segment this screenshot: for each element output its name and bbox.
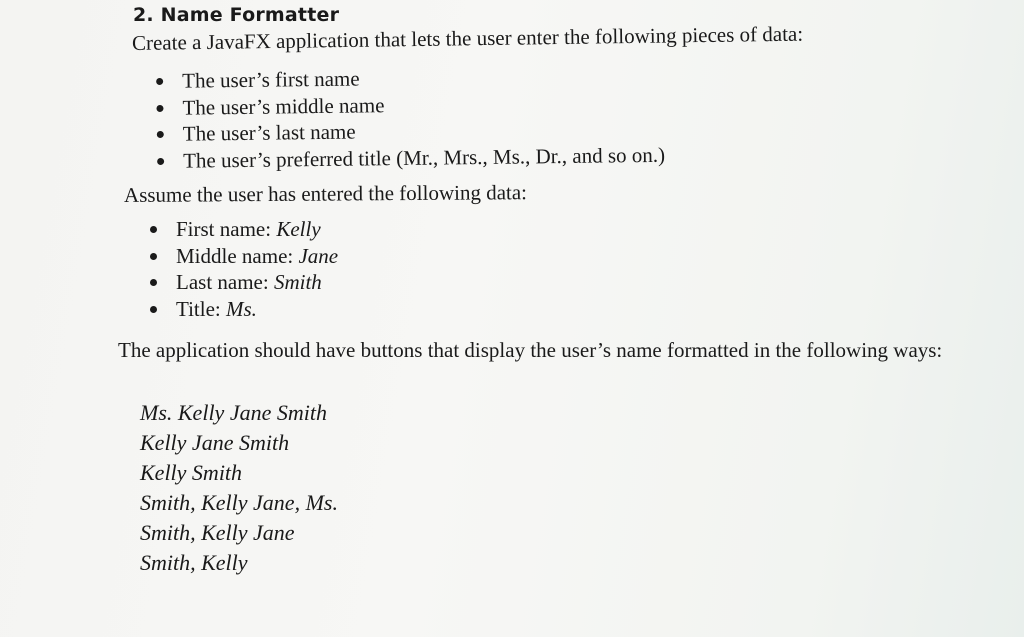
exercise-heading: 2. Name Formatter: [133, 4, 340, 26]
list-item: The user’s preferred title (Mr., Mrs., Ms., Dr., and so on.): [157, 141, 665, 174]
sample-data-list: [150, 216, 338, 322]
bullet-icon: [156, 104, 163, 111]
format-line: Smith, Kelly Jane, Ms.: [140, 490, 338, 515]
list-item: [150, 269, 338, 296]
name-formats-list: [140, 398, 338, 578]
format-line: Ms. Kelly Jane Smith: [140, 400, 327, 425]
bullet-icon: [150, 226, 157, 233]
format-line: Smith, Kelly: [140, 550, 248, 575]
input-fields-list: [156, 62, 665, 174]
bullet-icon: [157, 131, 164, 138]
list-item: The user’s middle name: [156, 88, 664, 121]
data-label: Last name:: [176, 270, 274, 294]
data-value: Kelly: [276, 217, 321, 241]
bullet-icon: [157, 157, 164, 164]
data-label: Title:: [176, 296, 226, 321]
format-line: Kelly Smith: [140, 460, 243, 485]
application-paragraph: The application should have buttons that display the user’s name formatted in the following ways:: [118, 338, 943, 362]
bullet-icon: [156, 78, 163, 85]
list-item: The user’s first name: [156, 62, 664, 95]
intro-paragraph: Create a JavaFX application that lets the user enter the following pieces of data:: [131, 21, 804, 55]
list-item: [150, 296, 338, 323]
data-value: Smith: [273, 270, 322, 294]
data-value: Ms.: [226, 296, 257, 321]
data-label: Middle name:: [176, 243, 299, 268]
list-item: [150, 243, 338, 270]
data-value: Jane: [298, 243, 339, 268]
bullet-icon: [150, 253, 157, 260]
assume-paragraph: Assume the user has entered the following data:: [123, 180, 528, 207]
bullet-icon: [150, 306, 157, 313]
bullet-icon: [150, 279, 157, 286]
format-line: Kelly Jane Smith: [140, 430, 290, 455]
list-item: [150, 216, 338, 243]
list-item: The user’s last name: [157, 115, 665, 148]
format-line: Smith, Kelly Jane: [140, 520, 295, 545]
data-label: First name:: [176, 217, 277, 241]
